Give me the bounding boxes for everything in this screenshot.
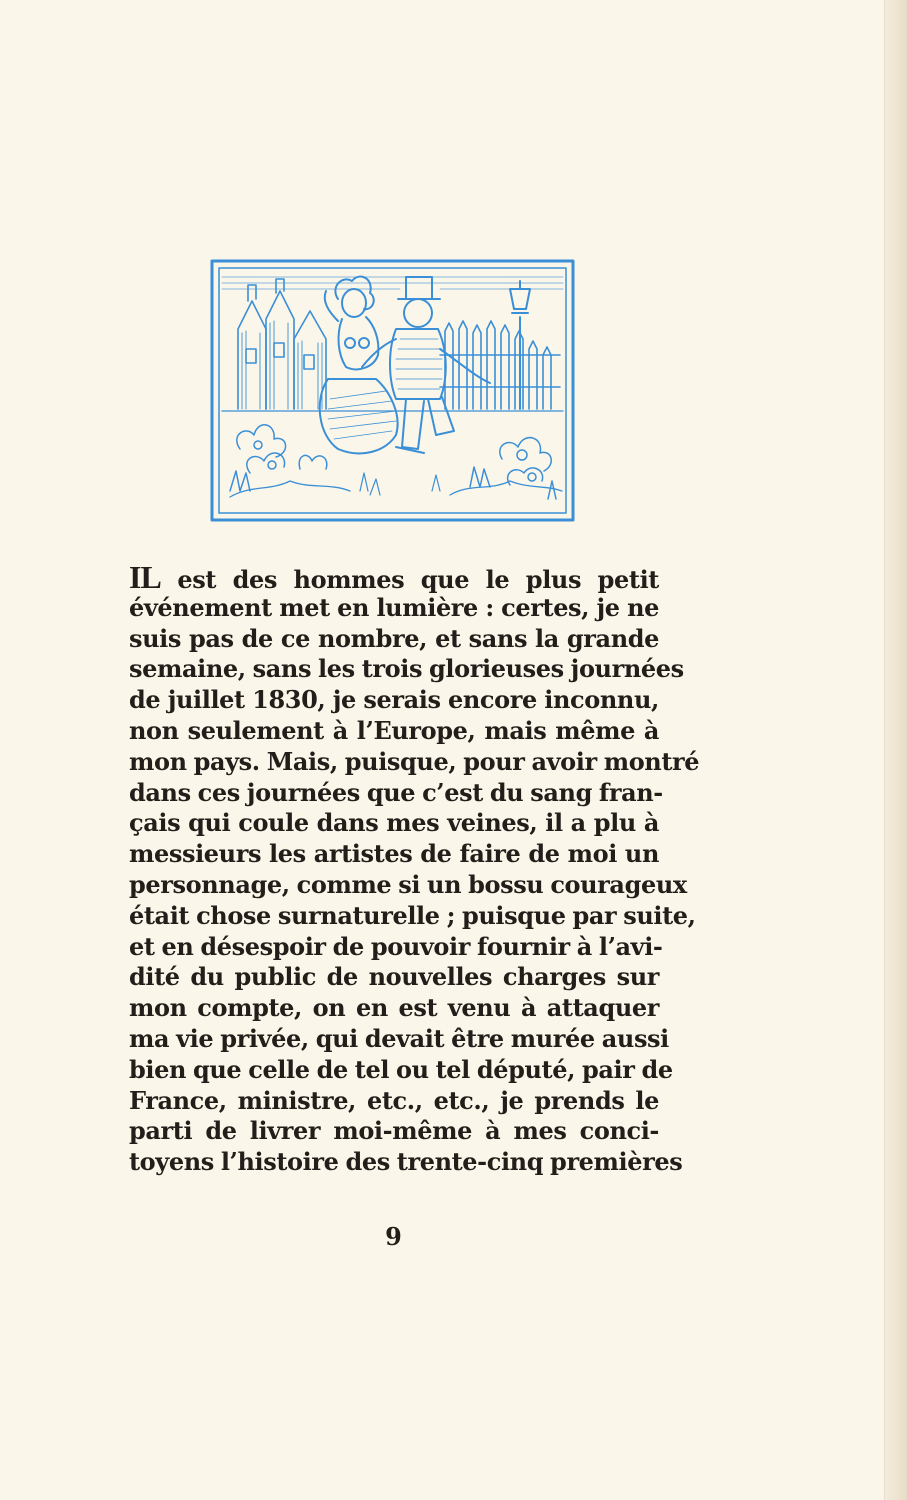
text-line: était chose surnaturelle ; puisque par suite, <box>129 900 696 930</box>
page-edge <box>884 0 907 1500</box>
text-line: France, ministre, etc., etc., je prends le <box>129 1085 659 1115</box>
text-line: personnage, comme si un bossu courageux <box>129 869 687 899</box>
dropcap: IL <box>129 559 161 595</box>
text-line: dans ces journées que c’est du sang fran- <box>129 777 663 807</box>
text-line: messieurs les artistes de faire de moi un <box>129 839 659 869</box>
text-line: événement met en lumière : certes, je ne <box>129 592 659 622</box>
text-line: mon pays. Mais, puisque, pour avoir montré <box>129 746 700 776</box>
text-line: ma vie privée, qui devait être murée aussi <box>129 1023 669 1053</box>
woodcut-illustration <box>210 259 575 522</box>
text-line: parti de livrer moi-même à mes conci- <box>129 1116 659 1146</box>
text-line: toyens l’histoire des trente-cinq premières <box>129 1147 683 1177</box>
text-line: semaine, sans les trois glorieuses journées <box>129 654 684 684</box>
text-line-content: est des hommes que le plus petit <box>160 565 659 594</box>
text-line: de juillet 1830, je serais encore inconnu, <box>129 685 659 715</box>
text-line: çais qui coule dans mes veines, il a plu à <box>129 808 659 838</box>
text-line: suis pas de ce nombre, et sans la grande <box>129 623 659 653</box>
page-number: 9 <box>385 1222 402 1251</box>
text-line <box>129 559 659 595</box>
text-line: bien que celle de tel ou tel député, pair de <box>129 1054 673 1084</box>
text-line: dité du public de nouvelles charges sur <box>129 962 659 992</box>
woodcut-couple-illustration-icon <box>210 259 575 522</box>
body-text <box>129 559 700 1178</box>
text-line: et en désespoir de pouvoir fournir à l’avi- <box>129 931 663 961</box>
text-line: non seulement à l’Europe, mais même à <box>129 715 659 745</box>
text-line: mon compte, on en est venu à attaquer <box>129 993 659 1023</box>
